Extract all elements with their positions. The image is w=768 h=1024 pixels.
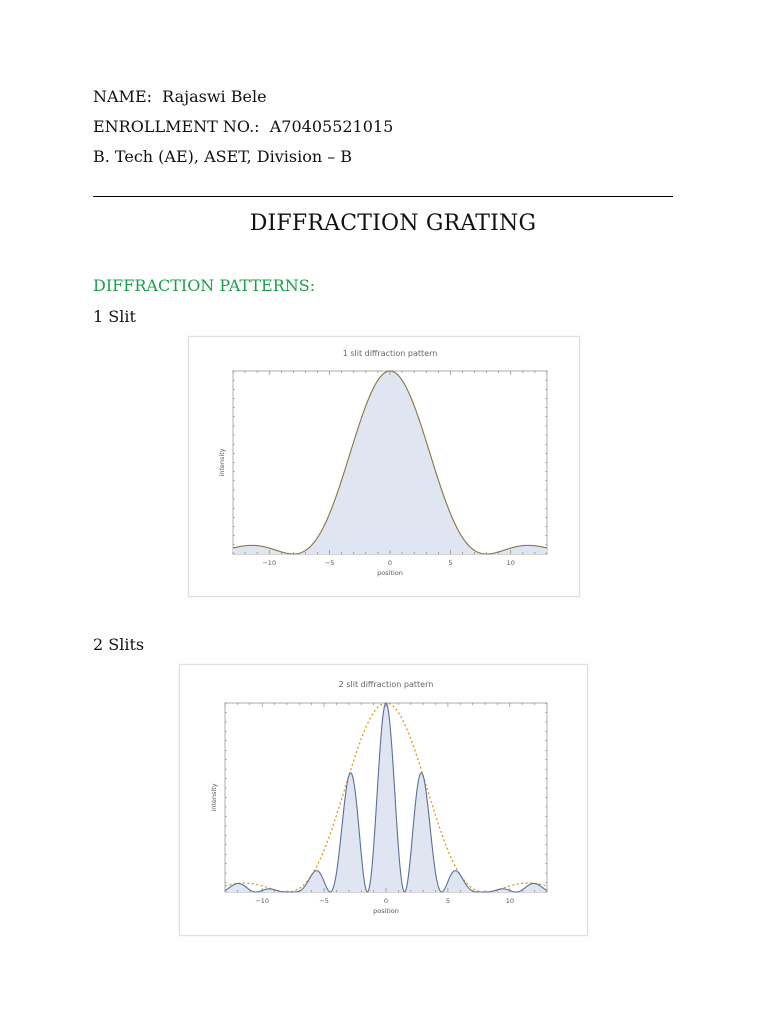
chart-1-slit: [189, 337, 579, 596]
chart-title: 2 slit diffraction pattern: [338, 680, 434, 689]
y-axis-label: intensity: [210, 783, 218, 812]
x-tick-label: 0: [387, 559, 393, 567]
y-axis-label: intensity: [218, 448, 226, 477]
x-tick-label: 10: [505, 897, 514, 905]
chart-1-slit-figure: [188, 336, 580, 597]
section-heading: DIFFRACTION PATTERNS:: [93, 276, 316, 295]
chart-2-slits-figure: [179, 664, 588, 936]
x-tick-label: −5: [324, 559, 335, 567]
chart-2-slits: [180, 665, 587, 935]
x-axis-label: position: [373, 907, 399, 915]
x-tick-label: 10: [506, 559, 515, 567]
x-tick-label: 0: [383, 897, 389, 905]
x-tick-label: 5: [445, 897, 450, 905]
x-tick-label: −10: [262, 559, 277, 567]
horizontal-rule: [93, 196, 673, 197]
x-tick-label: 5: [448, 559, 453, 567]
figure-caption-1-slit: 1 Slit: [93, 307, 136, 326]
chart-title: 1 slit diffraction pattern: [342, 349, 438, 358]
x-axis-label: position: [377, 569, 403, 577]
figure-caption-2-slits: 2 Slits: [93, 635, 145, 654]
x-tick-label: −10: [255, 897, 270, 905]
program-line: B. Tech (AE), ASET, Division – B: [93, 147, 353, 166]
x-tick-label: −5: [319, 897, 329, 905]
name-line: NAME: Rajaswi Bele: [93, 87, 267, 106]
enrollment-line: ENROLLMENT NO.: A70405521015: [93, 117, 394, 136]
page-title: DIFFRACTION GRATING: [249, 211, 537, 236]
